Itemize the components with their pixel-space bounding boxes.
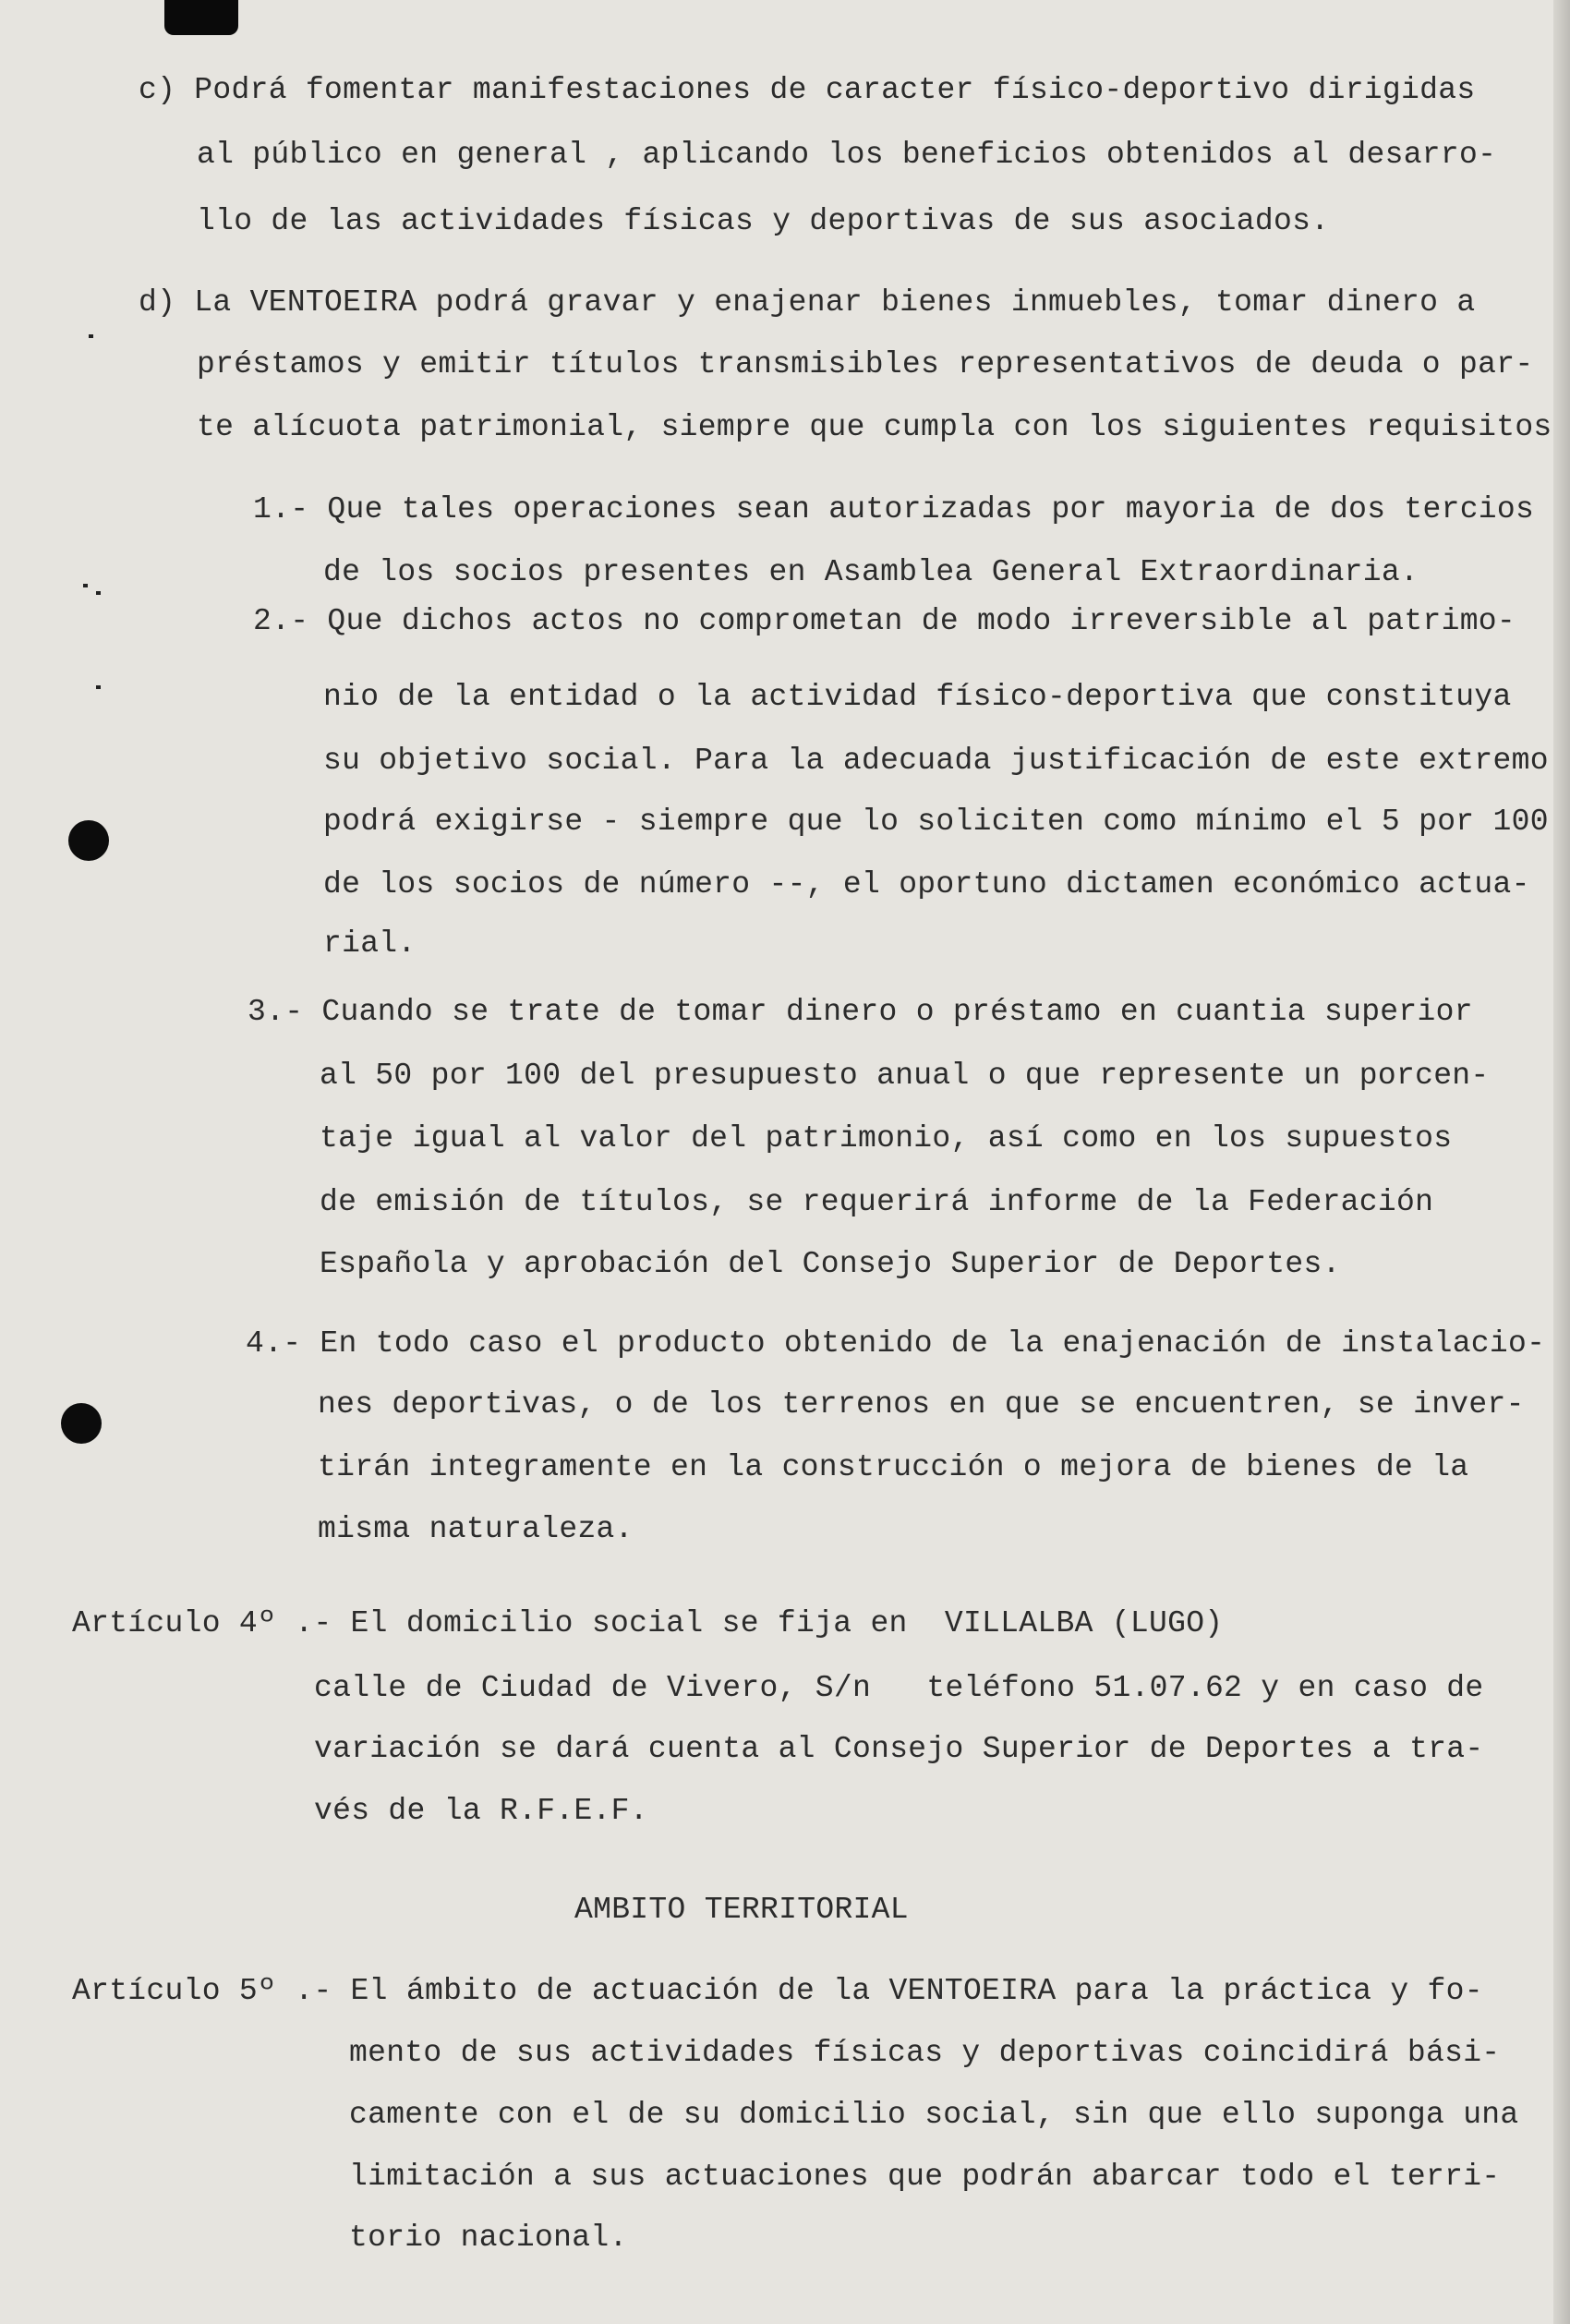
para-d-line-1: d) La VENTOEIRA podrá gravar y enajenar bienes inmuebles, tomar dinero a: [139, 285, 1476, 320]
req-4-line-1: 4.- En todo caso el producto obtenido de la enajenación de instalacio-: [246, 1326, 1546, 1361]
req-2-line-6: rial.: [323, 926, 417, 961]
para-c-line-3: llo de las actividades físicas y deportivas de sus asociados.: [197, 204, 1330, 238]
page-edge-shadow: [1553, 0, 1570, 2324]
article-5-line-2: mento de sus actividades físicas y deportivas coincidirá bási-: [349, 2036, 1501, 2070]
req-1-line-2: de los socios presentes en Asamblea General Extraordinaria.: [323, 555, 1419, 589]
margin-mark: [96, 685, 101, 689]
article-5-line-3: camente con el de su domicilio social, sin que ello suponga una: [349, 2098, 1519, 2132]
para-d-line-2: préstamos y emitir títulos transmisibles representativos de deuda o par-: [197, 347, 1534, 381]
article-5-line-4: limitación a sus actuaciones que podrán abarcar todo el terri-: [349, 2160, 1501, 2194]
article-4-line-3: variación se dará cuenta al Consejo Superior de Deportes a tra-: [314, 1732, 1484, 1766]
req-2-line-2: nio de la entidad o la actividad físico-deportiva que constituya: [323, 680, 1512, 714]
punch-hole-top: [68, 820, 109, 861]
article-4-line-2: calle de Ciudad de Vivero, S/n teléfono 51.07.62 y en caso de: [314, 1671, 1484, 1705]
para-c-line-2: al público en general , aplicando los beneficios obtenidos al desarro-: [197, 138, 1497, 172]
article-5-line-5: torio nacional.: [349, 2221, 628, 2255]
req-3-line-3: taje igual al valor del patrimonio, así como en los supuestos: [320, 1121, 1453, 1156]
punch-hole-bottom: [61, 1403, 102, 1444]
req-2-line-5: de los socios de número --, el oportuno dictamen económico actua-: [323, 867, 1530, 902]
article-4-line-1: Artículo 4º .- El domicilio social se fija en VILLALBA (LUGO): [72, 1606, 1224, 1640]
req-3-line-1: 3.- Cuando se trate de tomar dinero o préstamo en cuantia superior: [248, 995, 1473, 1029]
para-d-line-3: te alícuota patrimonial, siempre que cumpla con los siguientes requisitos: [197, 410, 1552, 444]
req-3-line-4: de emisión de títulos, se requerirá informe de la Federación: [320, 1185, 1434, 1219]
req-1-line-1: 1.- Que tales operaciones sean autorizadas por mayoria de dos tercios: [253, 492, 1535, 527]
req-2-line-3: su objetivo social. Para la adecuada justificación de este extremo: [323, 744, 1549, 778]
req-3-line-2: al 50 por 100 del presupuesto anual o que represente un porcen-: [320, 1059, 1490, 1093]
req-4-line-2: nes deportivas, o de los terrenos en que se encuentren, se inver-: [318, 1387, 1525, 1422]
margin-mark: [96, 591, 101, 595]
para-c-line-1: c) Podrá fomentar manifestaciones de caracter físico-deportivo dirigidas: [139, 73, 1476, 107]
req-4-line-3: tirán integramente en la construcción o mejora de bienes de la: [318, 1450, 1469, 1484]
binder-tab: [164, 0, 238, 35]
req-2-line-1: 2.- Que dichos actos no comprometan de modo irreversible al patrimo-: [253, 604, 1516, 638]
req-2-line-4: podrá exigirse - siempre que lo soliciten como mínimo el 5 por 100: [323, 805, 1549, 839]
margin-mark: [83, 584, 88, 587]
req-3-line-5: Española y aprobación del Consejo Superior de Deportes.: [320, 1247, 1341, 1281]
section-heading: AMBITO TERRITORIAL: [574, 1893, 909, 1927]
article-4-line-4: vés de la R.F.E.F.: [314, 1794, 648, 1828]
req-4-line-4: misma naturaleza.: [318, 1512, 634, 1546]
margin-mark: [89, 334, 93, 338]
article-5-line-1: Artículo 5º .- El ámbito de actuación de la VENTOEIRA para la práctica y fo-: [72, 1974, 1483, 2008]
